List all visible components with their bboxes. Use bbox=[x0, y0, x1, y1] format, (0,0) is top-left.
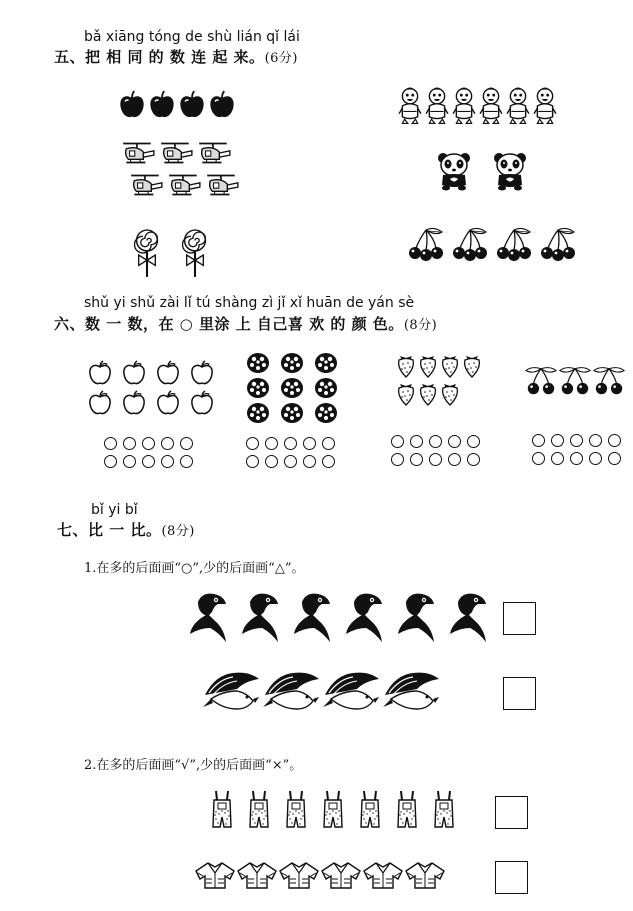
flower-icon bbox=[314, 352, 338, 374]
cherry-icon bbox=[406, 225, 446, 265]
flower-icon bbox=[314, 402, 338, 424]
duck-icon bbox=[479, 86, 503, 126]
answer-circle[interactable] bbox=[123, 437, 136, 450]
cherry-icon bbox=[592, 366, 626, 396]
section5-title bbox=[54, 46, 298, 67]
panda-icon bbox=[492, 150, 528, 192]
flower-icon bbox=[280, 352, 304, 374]
section6-pinyin: shǔ yi shǔ zài lǐ tú shàng zì jǐ xǐ huān de yán sè bbox=[84, 295, 415, 311]
answer-circle[interactable] bbox=[142, 437, 155, 450]
answer-circle[interactable] bbox=[180, 455, 193, 468]
strawberry-icon bbox=[462, 352, 482, 378]
overalls-icon bbox=[358, 790, 382, 830]
answer-circle[interactable] bbox=[303, 437, 316, 450]
answer-circles-cherries[interactable] bbox=[532, 434, 624, 465]
answer-box-shirts[interactable] bbox=[495, 861, 528, 894]
duck-icon bbox=[506, 86, 530, 126]
overalls-icon bbox=[395, 790, 419, 830]
duck-icon bbox=[425, 86, 449, 126]
section5-pinyin: bǎ xiāng tóng de shù lián qǐ lái bbox=[84, 29, 300, 45]
cherry-icon bbox=[538, 225, 578, 265]
answer-circle[interactable] bbox=[467, 435, 480, 448]
crow-icon bbox=[447, 592, 493, 644]
helicopter-icon bbox=[204, 172, 240, 198]
flower-icon bbox=[280, 402, 304, 424]
swallow-row bbox=[203, 668, 441, 714]
answer-circle[interactable] bbox=[391, 435, 404, 448]
strawberry-icon bbox=[396, 352, 416, 378]
cherry-pair-group bbox=[524, 366, 626, 396]
answer-circle[interactable] bbox=[589, 434, 602, 447]
answer-box-swallows[interactable] bbox=[503, 677, 536, 710]
answer-circles-apples[interactable] bbox=[104, 437, 196, 468]
answer-circle[interactable] bbox=[391, 453, 404, 466]
answer-circle[interactable] bbox=[180, 437, 193, 450]
section7-pinyin: bǐ yi bǐ bbox=[91, 502, 138, 518]
answer-circle[interactable] bbox=[322, 437, 335, 450]
answer-circle[interactable] bbox=[246, 455, 259, 468]
answer-circle[interactable] bbox=[161, 455, 174, 468]
apple-icon bbox=[148, 90, 176, 120]
answer-circle[interactable] bbox=[448, 435, 461, 448]
duck-icon bbox=[452, 86, 476, 126]
helicopter-icon bbox=[158, 140, 194, 166]
answer-circle[interactable] bbox=[303, 455, 316, 468]
apple-icon bbox=[88, 360, 112, 386]
q2-instruction: 2.在多的后面画“√”,少的后面画“×”。 bbox=[84, 758, 303, 773]
answer-circle[interactable] bbox=[284, 437, 297, 450]
section6-title bbox=[54, 313, 437, 334]
answer-circle[interactable] bbox=[570, 434, 583, 447]
helicopter-group[interactable] bbox=[120, 140, 240, 198]
answer-circle[interactable] bbox=[123, 455, 136, 468]
flower-icon bbox=[246, 352, 270, 374]
crow-row bbox=[187, 592, 493, 644]
cherry-group[interactable] bbox=[406, 225, 578, 265]
apple-icon bbox=[156, 390, 180, 416]
apple-outline-group bbox=[88, 360, 218, 416]
overalls-icon bbox=[247, 790, 271, 830]
overalls-icon bbox=[210, 790, 234, 830]
section7-title-text: 七、比 一 比。 bbox=[57, 521, 162, 539]
answer-circle[interactable] bbox=[532, 452, 545, 465]
apple-icon bbox=[122, 390, 146, 416]
answer-circle[interactable] bbox=[410, 435, 423, 448]
lollipop-group[interactable] bbox=[134, 229, 208, 279]
apple-group[interactable] bbox=[118, 90, 236, 120]
apple-icon bbox=[190, 360, 214, 386]
shirt-icon bbox=[236, 860, 278, 890]
swallow-icon bbox=[383, 668, 441, 714]
shirt-icon bbox=[194, 860, 236, 890]
flower-icon bbox=[314, 377, 338, 399]
lollipop-icon bbox=[182, 229, 208, 279]
answer-circle[interactable] bbox=[265, 437, 278, 450]
cherry-icon bbox=[450, 225, 490, 265]
answer-circle[interactable] bbox=[104, 437, 117, 450]
answer-circle[interactable] bbox=[551, 434, 564, 447]
apple-icon bbox=[118, 90, 146, 120]
answer-circle[interactable] bbox=[142, 455, 155, 468]
flower-icon bbox=[246, 377, 270, 399]
cherry-icon bbox=[558, 366, 592, 396]
strawberry-icon bbox=[418, 352, 438, 378]
apple-icon bbox=[190, 390, 214, 416]
swallow-icon bbox=[263, 668, 321, 714]
apple-icon bbox=[122, 360, 146, 386]
shirt-icon bbox=[278, 860, 320, 890]
strawberry-icon bbox=[396, 380, 416, 406]
section6-score: (8分) bbox=[403, 318, 438, 333]
answer-circle[interactable] bbox=[429, 435, 442, 448]
overalls-icon bbox=[284, 790, 308, 830]
answer-circle[interactable] bbox=[570, 452, 583, 465]
shirt-icon bbox=[320, 860, 362, 890]
answer-circle[interactable] bbox=[161, 437, 174, 450]
answer-circle[interactable] bbox=[246, 437, 259, 450]
lollipop-icon bbox=[134, 229, 160, 279]
answer-circle[interactable] bbox=[104, 455, 117, 468]
answer-circle[interactable] bbox=[265, 455, 278, 468]
helicopter-icon bbox=[196, 140, 232, 166]
cherry-icon bbox=[524, 366, 558, 396]
flower-icon bbox=[280, 377, 304, 399]
overalls-row bbox=[210, 790, 456, 830]
section7-title bbox=[57, 519, 195, 540]
section5-score: (6分) bbox=[264, 51, 298, 66]
answer-circle[interactable] bbox=[467, 453, 480, 466]
apple-icon bbox=[88, 390, 112, 416]
answer-circle[interactable] bbox=[410, 453, 423, 466]
crow-icon bbox=[187, 592, 233, 644]
apple-icon bbox=[178, 90, 206, 120]
answer-box-overalls[interactable] bbox=[495, 796, 528, 829]
shirt-icon bbox=[362, 860, 404, 890]
swallow-icon bbox=[323, 668, 381, 714]
shirt-icon bbox=[404, 860, 446, 890]
cherry-icon bbox=[494, 225, 534, 265]
q1-instruction: 1.在多的后面画“○”,少的后面画“△”。 bbox=[84, 561, 305, 576]
answer-circle[interactable] bbox=[608, 434, 621, 447]
swallow-icon bbox=[203, 668, 261, 714]
answer-circle[interactable] bbox=[551, 452, 564, 465]
crow-icon bbox=[291, 592, 337, 644]
helicopter-icon bbox=[166, 172, 202, 198]
helicopter-icon bbox=[128, 172, 164, 198]
answer-circle[interactable] bbox=[284, 455, 297, 468]
apple-icon bbox=[156, 360, 180, 386]
strawberry-icon bbox=[418, 380, 438, 406]
answer-circle[interactable] bbox=[448, 453, 461, 466]
duck-group[interactable] bbox=[398, 86, 557, 126]
flower-group bbox=[246, 352, 338, 424]
panda-icon bbox=[436, 150, 472, 192]
crow-icon bbox=[343, 592, 389, 644]
duck-icon bbox=[398, 86, 422, 126]
answer-circle[interactable] bbox=[322, 455, 335, 468]
apple-icon bbox=[208, 90, 236, 120]
flower-icon bbox=[246, 402, 270, 424]
answer-circle[interactable] bbox=[429, 453, 442, 466]
answer-circles-strawberries[interactable] bbox=[391, 435, 483, 466]
overalls-icon bbox=[432, 790, 456, 830]
crow-icon bbox=[395, 592, 441, 644]
answer-circle[interactable] bbox=[589, 452, 602, 465]
strawberry-icon bbox=[440, 352, 460, 378]
strawberry-icon bbox=[440, 380, 460, 406]
overalls-icon bbox=[321, 790, 345, 830]
answer-circles-flowers[interactable] bbox=[246, 437, 338, 468]
strawberry-group bbox=[396, 352, 482, 406]
section6-title-text: 六、数 一 数，在 ○ 里涂 上 自己喜 欢 的 颜 色。 bbox=[54, 315, 404, 333]
crow-icon bbox=[239, 592, 285, 644]
answer-box-crows[interactable] bbox=[503, 602, 536, 635]
section7-score: (8分) bbox=[161, 524, 195, 539]
answer-circle[interactable] bbox=[608, 452, 621, 465]
section5-title-text: 五、把 相 同 的 数 连 起 来。 bbox=[54, 48, 265, 66]
answer-circle[interactable] bbox=[532, 434, 545, 447]
duck-icon bbox=[533, 86, 557, 126]
shirt-row bbox=[194, 860, 446, 890]
helicopter-icon bbox=[120, 140, 156, 166]
panda-group[interactable] bbox=[436, 150, 528, 192]
